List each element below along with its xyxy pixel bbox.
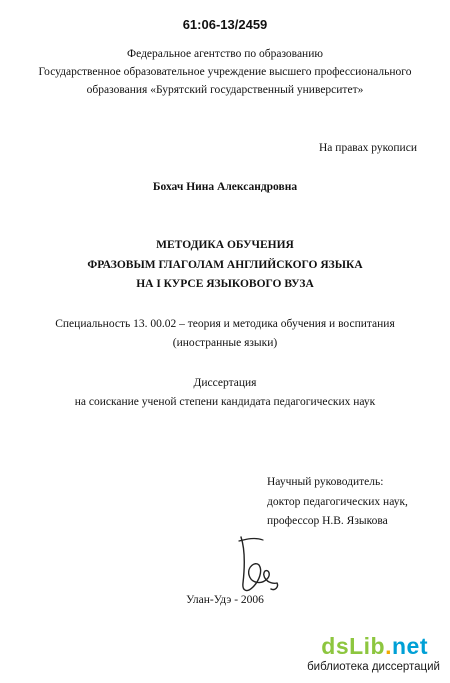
advisor-name: профессор Н.В. Языкова: [267, 515, 388, 527]
city-year: Улан-Удэ - 2006: [186, 594, 264, 606]
logo-dot: .: [385, 633, 392, 659]
dslib-watermark[interactable]: [260, 633, 440, 677]
institution-line-1: Государственное образовательное учреждение высшего профессионального: [38, 66, 412, 78]
logo-part-lib: Lib: [349, 633, 386, 659]
author-name: Бохач Нина Александровна: [152, 181, 298, 193]
title-line-1: МЕТОДИКА ОБУЧЕНИЯ: [156, 239, 294, 251]
specialty-line-1: Специальность 13. 00.02 – теория и методика обучения и воспитания: [55, 318, 395, 330]
watermark-subtitle: библиотека диссертаций: [307, 661, 440, 673]
dslib-logo[interactable]: [321, 633, 428, 659]
catalog-code: 61:06-13/2459: [182, 17, 268, 32]
logo-part-ds: ds: [321, 633, 350, 659]
agency-name: Федеральное агентство по образованию: [127, 48, 323, 60]
degree-line: на соискание ученой степени кандидата педагогических наук: [74, 396, 376, 408]
rights-notice: На правах рукописи: [319, 142, 417, 154]
title-line-2: ФРАЗОВЫМ ГЛАГОЛАМ АНГЛИЙСКОГО ЯЗЫКА: [87, 259, 363, 271]
specialty-line-2: (иностранные языки): [172, 337, 278, 349]
work-type: Диссертация: [193, 377, 257, 389]
advisor-degree: доктор педагогических наук,: [267, 496, 408, 508]
institution-line-2: образования «Бурятский государственный университет»: [86, 84, 364, 96]
title-line-3: НА I КУРСЕ ЯЗЫКОВОГО ВУЗА: [136, 278, 314, 290]
advisor-label: Научный руководитель:: [267, 476, 384, 488]
logo-tld: net: [392, 633, 428, 659]
signature-mark: [233, 531, 283, 599]
